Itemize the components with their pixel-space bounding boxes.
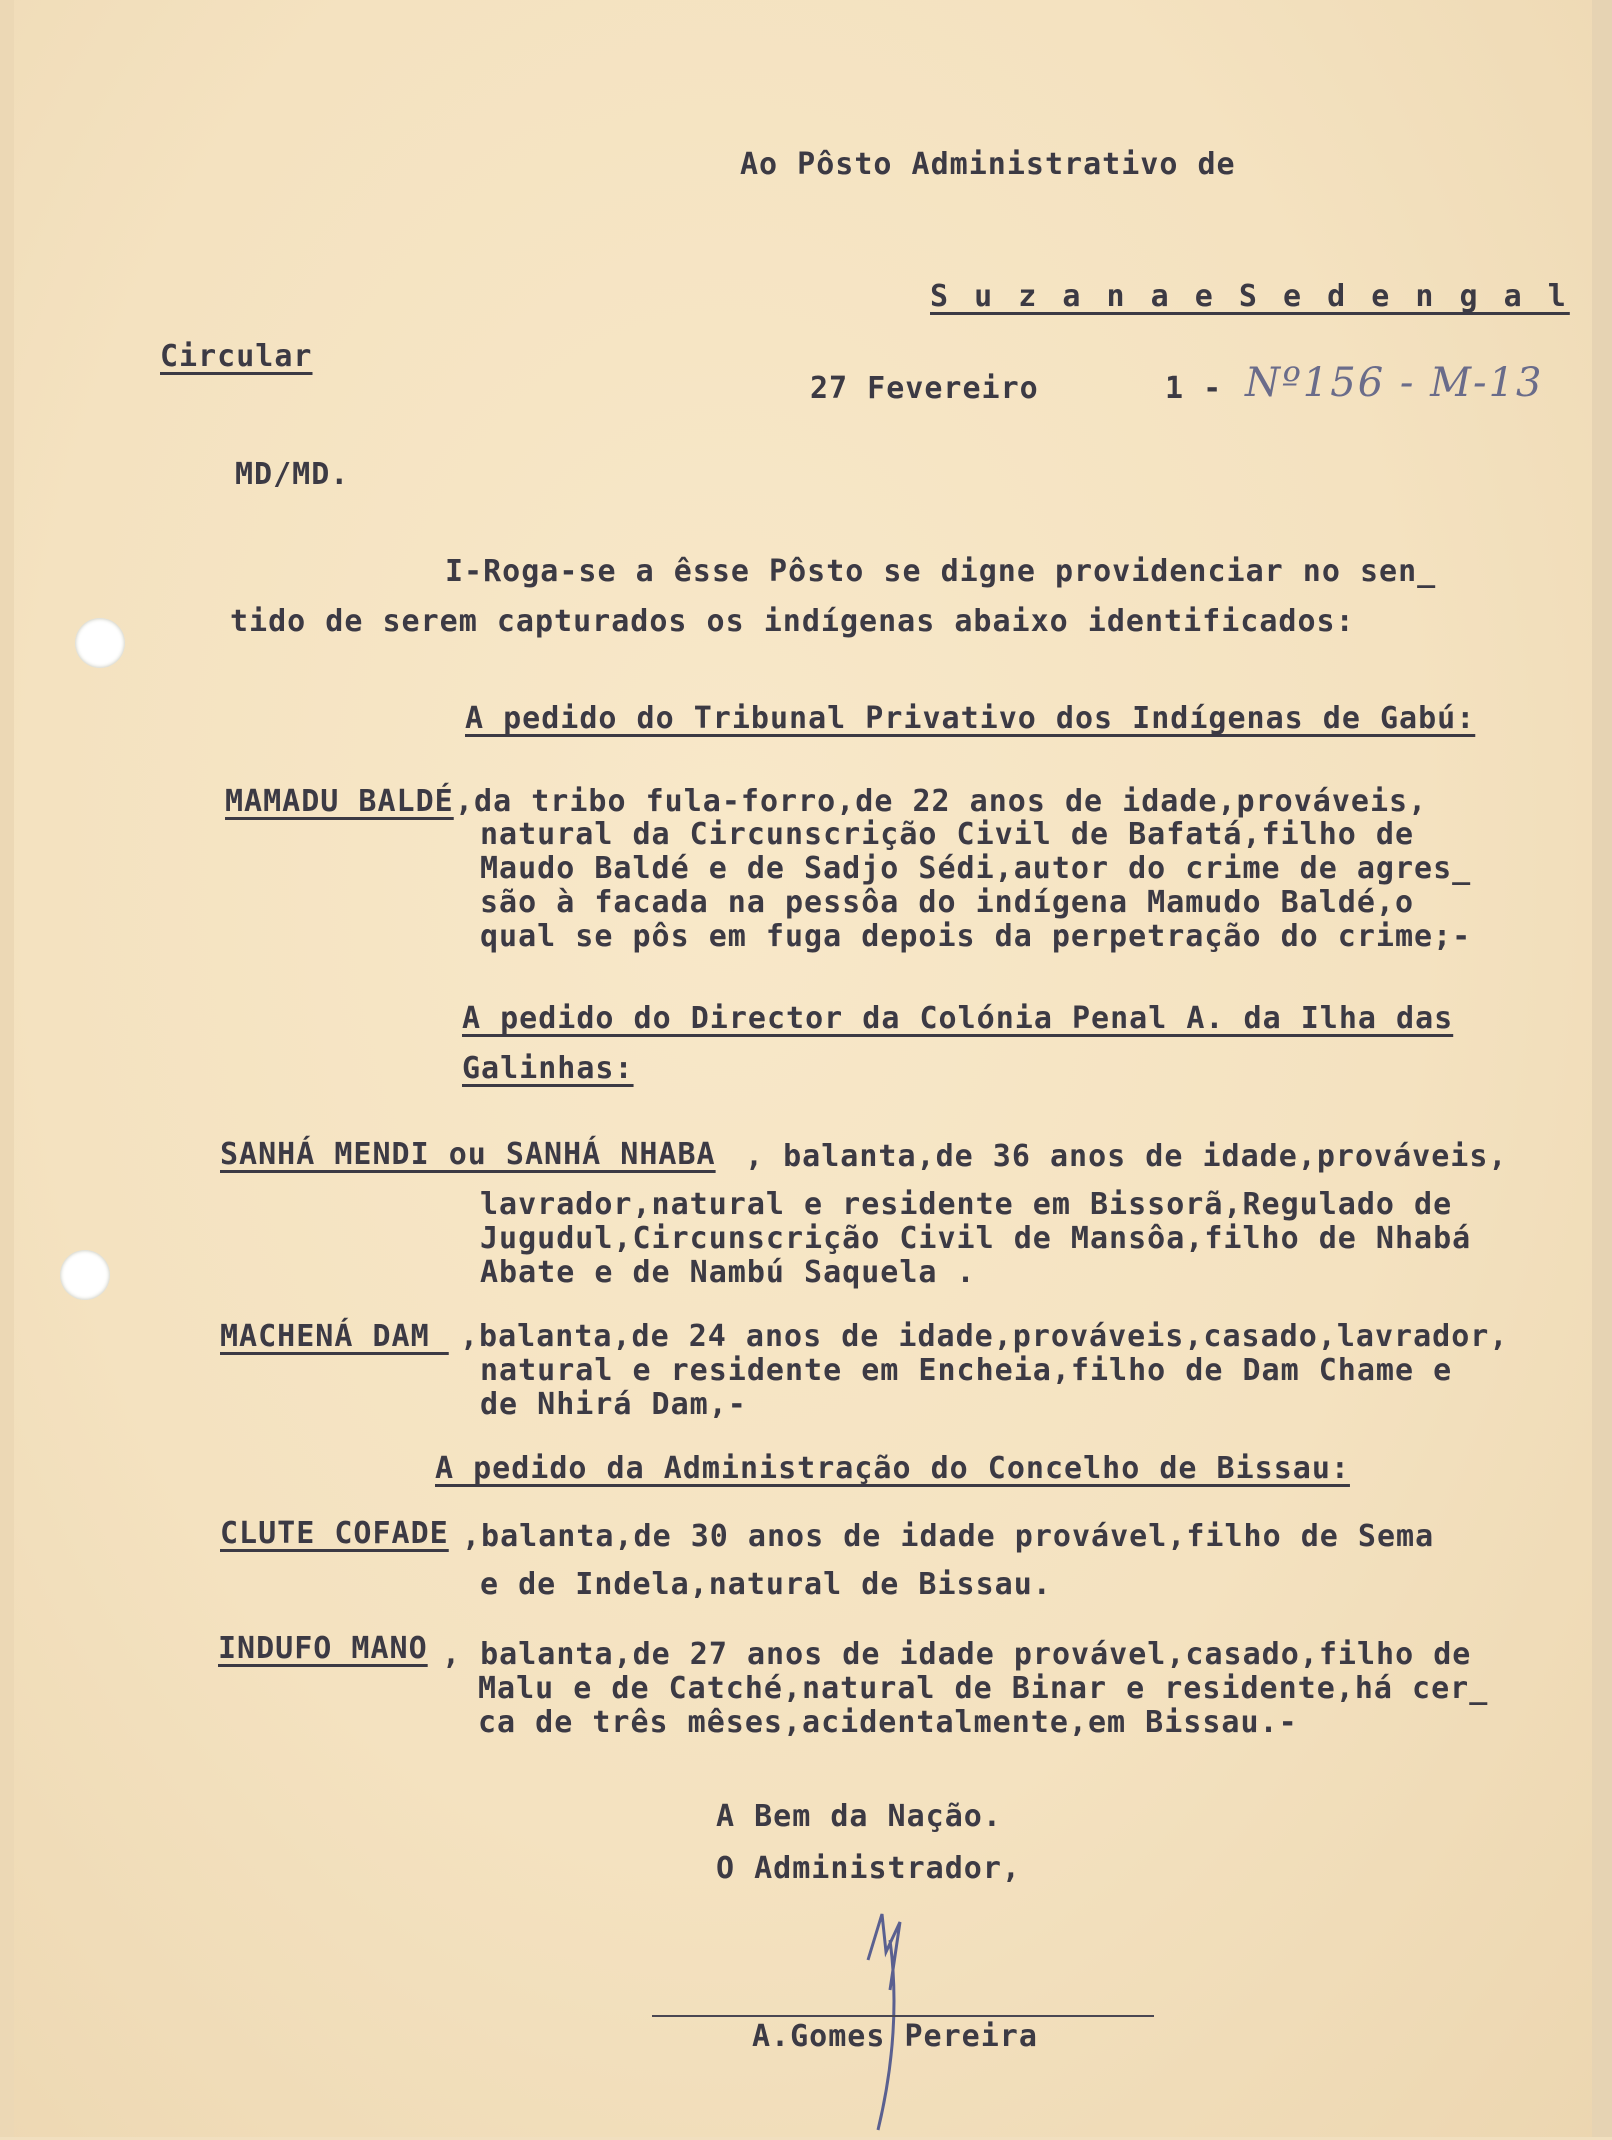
page-left-edge — [0, 0, 14, 2137]
person-detail: ca de três mêses,acidentalmente,em Bissau.- — [478, 1705, 1298, 1740]
salutation: A Bem da Nação. — [716, 1799, 1002, 1834]
person-detail: natural da Circunscrição Civil de Bafatá,filho de — [480, 817, 1415, 852]
person-name: MAMADU BALDÉ — [225, 784, 454, 819]
number-prefix: 1 - — [1165, 371, 1223, 406]
person-name: SANHÁ MENDI ou SANHÁ NHABA — [220, 1137, 716, 1172]
section-heading-gabu: A pedido do Tribunal Privativo dos Indígenas de Gabú: — [465, 701, 1476, 736]
person-name: CLUTE COFADE — [220, 1516, 449, 1551]
person-detail: ,balanta,de 30 anos de idade provável,filho de Sema — [462, 1519, 1435, 1554]
person-detail: Maudo Baldé e de Sadjo Sédi,autor do crime de agres_ — [480, 851, 1472, 886]
person-detail: são à facada na pessôa do indígena Mamudo Baldé,o — [480, 885, 1415, 920]
person-detail: , balanta,de 36 anos de idade,prováveis, — [745, 1139, 1508, 1174]
person-detail: natural e residente em Encheia,filho de Dam Chame e — [480, 1353, 1453, 1388]
person-detail: e de Indela,natural de Bissau. — [480, 1567, 1052, 1602]
signature-scribble — [850, 1880, 950, 2140]
intro-line-1: I-Roga-se a êsse Pôsto se digne providenciar no sen_ — [445, 554, 1437, 589]
address-line-1: Ao Pôsto Administrativo de — [740, 147, 1236, 182]
person-name: INDUFO MANO — [218, 1631, 428, 1666]
person-detail: qual se pôs em fuga depois da perpetração do crime;- — [480, 919, 1472, 954]
handwritten-number: Nº156 - M-13 — [1245, 360, 1544, 406]
punch-hole-bottom — [60, 1250, 110, 1300]
person-detail: Malu e de Catché,natural de Binar e residente,há cer_ — [478, 1671, 1489, 1706]
person-detail: , balanta,de 27 anos de idade provável,casado,filho de — [442, 1637, 1472, 1672]
address-line-2: S u z a n a e S e d e n g a l — [930, 279, 1570, 314]
signer-name: A.Gomes Pereira — [752, 2019, 1038, 2054]
person-detail: lavrador,natural e residente em Bissorã,Regulado de — [480, 1187, 1453, 1222]
page-right-edge — [1592, 0, 1612, 2137]
section-heading-colonia-penal: A pedido do Director da Colónia Penal A. da Ilha das — [462, 1001, 1454, 1036]
section-heading-colonia-penal-2: Galinhas: — [462, 1051, 634, 1086]
section-heading-bissau: A pedido da Administração do Concelho de Bissau: — [435, 1451, 1350, 1486]
circular-label: Circular — [160, 339, 313, 374]
person-detail: ,balanta,de 24 anos de idade,prováveis,casado,lavrador, — [460, 1319, 1509, 1354]
intro-line-2: tido de serem capturados os indígenas abaixo identificados: — [230, 604, 1355, 639]
signature-line — [652, 2015, 1154, 2017]
person-detail: Jugudul,Circunscrição Civil de Mansôa,filho de Nhabá — [480, 1221, 1472, 1256]
person-name: MACHENÁ DAM — [220, 1319, 449, 1354]
punch-hole-top — [75, 618, 125, 668]
date: 27 Fevereiro — [810, 371, 1039, 406]
administrator-title: O Administrador, — [716, 1851, 1021, 1886]
person-detail: de Nhirá Dam,- — [480, 1387, 747, 1422]
person-detail: Abate e de Nambú Saquela . — [480, 1255, 976, 1290]
person-detail: ,da tribo fula-forro,de 22 anos de idade,prováveis, — [455, 784, 1428, 819]
reference: MD/MD. — [235, 457, 350, 492]
